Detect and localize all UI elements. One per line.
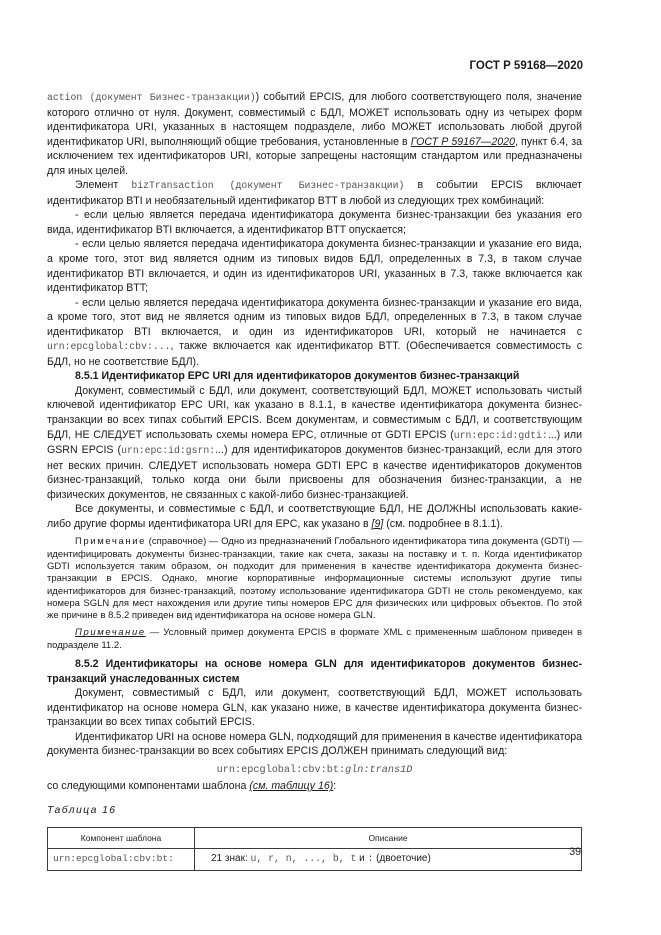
- document-body: [47, 90, 582, 871]
- paragraph: action (документ Бизнес-транзакции)) событий EPCIS, для любого соответствующего поля, значение которого отлично от нуля. Документ, совместимый с БДЛ, МОЖЕТ использовать одну из четырех форм идентификатора URI, указанных в настоящем подразделе, либо МОЖЕТ использовать любой другой идентификатор URI, выполняющий общие требования, установленные в ГОСТ Р 59167—2020, пункт 6.4, за исключением тех идентификаторов URI, которые запрещены настоящим стандартом или предназначены для иных целей.: [47, 91, 582, 177]
- code-fragment: bizTransaction (документ Бизнес-транзакции): [131, 180, 405, 192]
- note: Примечание (справочное) — Одно из предназначений Глобального идентификатора типа документа (GDTI) — идентифицировать документы бизнес-транзакции, такие как счета, заказы на поставку и т. п. Когда идентификатор GDTI используется таким образом, он подходит для применения в качестве идентификатора документа бизнес-транзакции в EPCIS. Однако, многие корпоративные информационные системы используют другие типы идентификаторов для бизнес-транзакций, поэтому использование идентификатора GDTI не столь рекомендуемо, как номера SGLN для мест нахождения или другие типы номеров EPC для физических или цифровых объектов. По этой же причине в 8.5.2 приведен вид идентификатора на основе номера GLN.: [47, 536, 582, 622]
- column-header: Описание: [195, 827, 582, 849]
- list-item: - если целью является передача идентификатора документа бизнес-транзакции без указания его вида, идентификатор BTI включается, а идентификатор BTT опускается;: [47, 209, 582, 236]
- reference-link[interactable]: (см. таблицу 16): [249, 780, 334, 793]
- paragraph: Документ, совместимый с БДЛ, или документ, соответствующий БДЛ, МОЖЕТ использовать чистый ключевой идентификатор EPC URI, как указано в 8.1.1, в качестве идентификатора документа бизнес-транзакции во всех типах событий EPCIS. Всем документам, и совместимым с БДЛ, и соответствующим БДЛ, НЕ СЛЕДУЕТ использовать схемы номера EPC, отличные от GDTI EPCIS (urn:epc:id:gdti:...) или GSRN EPCIS (urn:epc:id:gsrn:...) для идентификаторов документов бизнес-транзакций, если для этого нет веских причин. СЛЕДУЕТ использовать номера GDTI EPC в качестве идентификаторов документов бизнес-транзакций, только когда они были присвоены для обозначения бизнес-транзакции, а не физических документов, не связанных с какой-либо бизнес-транзакцией.: [47, 384, 582, 501]
- column-header: Компонент шаблона: [48, 827, 195, 849]
- table-row: [48, 849, 582, 871]
- table-16: [47, 827, 582, 871]
- note-label: Примечание: [75, 627, 146, 639]
- paragraph: Все документы, и совместимые с БДЛ, и соответствующие БДЛ, НЕ ДОЛЖНЫ использовать какие-либо другие формы идентификатора URI для EPC, как указано в [9] (см. подробнее в 8.1.1).: [47, 503, 582, 530]
- code-fragment: urn:epc:id:gsrn:: [121, 445, 216, 457]
- section-heading: 8.5.1 Идентификатор EPC URI для идентификаторов документов бизнес-транзакций: [75, 370, 520, 383]
- reference-link[interactable]: ГОСТ Р 59167—2020: [410, 135, 515, 148]
- paragraph: Идентификатор URI на основе номера GLN, подходящий для применения в качестве идентификатора документа бизнес-транзакции во всех событиях EPCIS ДОЛЖЕН принимать следующий вид:: [47, 730, 582, 758]
- note-label: Примечание: [75, 536, 146, 548]
- paragraph: Документ, совместимый с БДЛ, или документ, соответствующий БДЛ, МОЖЕТ использовать идентификатор на основе номера GLN, как указано ниже, в качестве идентификатора документа бизнес-транзакции во всех типах событий EPCIS.: [47, 687, 582, 729]
- paragraph: со следующими компонентами шаблона (см. таблицу 16):: [47, 780, 337, 793]
- code-fragment: urn:epc:id:gdti:: [453, 429, 548, 441]
- page-number: 39: [569, 846, 581, 858]
- reference-link[interactable]: [9]: [371, 517, 384, 530]
- section-heading: 8.5.2 Идентификаторы на основе номера GLN для идентификаторов документов бизнес-транзакций унаследованных систем: [47, 658, 582, 685]
- table-cell: 21 знак: u, r, n, ..., b, t и : (двоеточие): [195, 849, 582, 871]
- code-fragment: action (документ Бизнес-транзакции): [47, 92, 256, 103]
- table-header-row: [48, 827, 582, 849]
- list-item: - если целью является передача идентификатора документа бизнес-транзакции и указание его вида, а кроме того, этот вид является одним из типовых видов БДЛ, определенных в 7.3, в таком случае идентификатор BTI включается, и один из идентификаторов URI, указанных в 7.3, также включается как идентификатор BTT;: [47, 238, 582, 295]
- code-fragment: urn:epcglobal:cbv:...: [47, 341, 171, 353]
- paragraph: Элемент bizTransaction (документ Бизнес-транзакции) в событии EPCIS включает идентификатор BTI и необязательный идентификатор BTT в любой из следующих трех комбинаций:: [47, 179, 582, 207]
- table-caption: Таблица 16: [47, 805, 117, 816]
- standard-header: ГОСТ Р 59168—2020: [469, 60, 583, 72]
- note: Примечание — Условный пример документа EPCIS в формате XML с примененным шаблоном приведен в подразделе 11.2.: [47, 627, 582, 651]
- list-item: - если целью является передача идентификатора документа бизнес-транзакции и указание его вида, а кроме того, этот вид не является одним из типовых видов БДЛ, определенных в 7.3, в таком случае идентификатор BTI включается, и один из идентификаторов URI, который не начинается с urn:epcglobal:cbv:..., также включается как идентификатор BTT. (Обеспечивается совместимость с БДЛ, но не соответствие БДЛ).: [47, 296, 582, 368]
- uri-formula: urn:epcglobal:cbv:bt:gln:trans1D: [216, 764, 413, 776]
- table-cell: urn:epcglobal:cbv:bt:: [48, 849, 195, 871]
